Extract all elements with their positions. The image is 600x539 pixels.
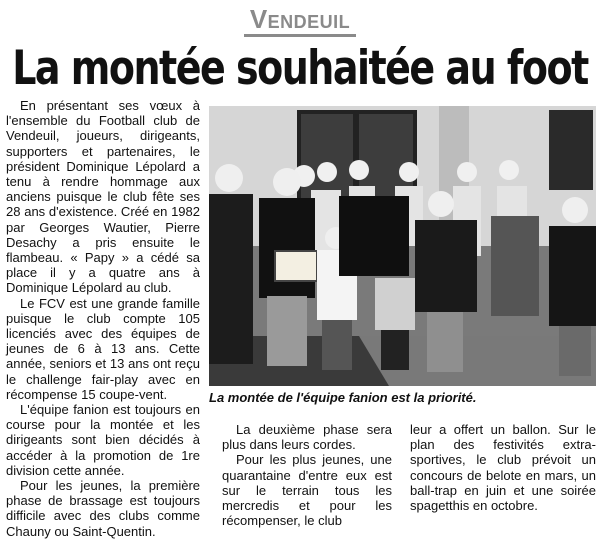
article-column-1 xyxy=(6,98,200,539)
section-kicker: Vendeuil xyxy=(0,4,600,35)
article-headline: La montée souhaitée au foot xyxy=(12,40,588,95)
paragraph: La deuxième phase sera plus dans leurs cordes. xyxy=(222,422,392,453)
team-photo xyxy=(209,106,596,386)
article-column-2 xyxy=(222,422,392,528)
jacket-held xyxy=(339,196,409,276)
paragraph: Pour les jeunes, la première phase de brassage est toujours difficile avec des clubs comme Chauny ou Saint-Quentin. xyxy=(6,478,200,539)
jacket-held xyxy=(491,216,539,316)
paragraph: Le FCV est une grande famille puisque le club compte 105 licenciés avec des équipes de jeunes de 6 à 13 ans. Cette année, seniors et 13 ans ont reçu le challenge fair-play avec en récompense 15 coupe-vent. xyxy=(6,295,200,402)
paragraph: En présentant ses vœux à l'ensemble du Football club de Vendeuil, joueurs, dirigeants, supporters et partenaires, le président Dominique Lépolard a tenu à rendre hommage aux anciens puisque le club fête ses 28 ans d'existence. Créé en 1982 par Georges Wautier, Pierre Desachy a pris ensuite le flambeau. « Papy » a cédé sa place il y a quatre ans à Dominique Lépolard au club. xyxy=(6,98,200,296)
photo-caption: La montée de l'équipe fanion est la priorité. xyxy=(209,390,477,405)
paragraph: leur a offert un ballon. Sur le plan des festivités extra-sportives, le club prévoit un concours de belote en mars, un ball-trap en juin et une soirée spagetthis en octobre. xyxy=(410,422,596,514)
certificate xyxy=(275,251,317,281)
paragraph: L'équipe fanion est toujours en course pour la montée et les dirigeants sont bien décidés à accéder à la promotion de 1re division cette année. xyxy=(6,402,200,478)
team-photo-illustration xyxy=(209,106,596,386)
article-column-3 xyxy=(410,422,596,513)
paragraph: Pour les plus jeunes, une quarantaine d'entre eux est sur le terrain tous les mercredis et pour les récompenser, le club xyxy=(222,452,392,529)
